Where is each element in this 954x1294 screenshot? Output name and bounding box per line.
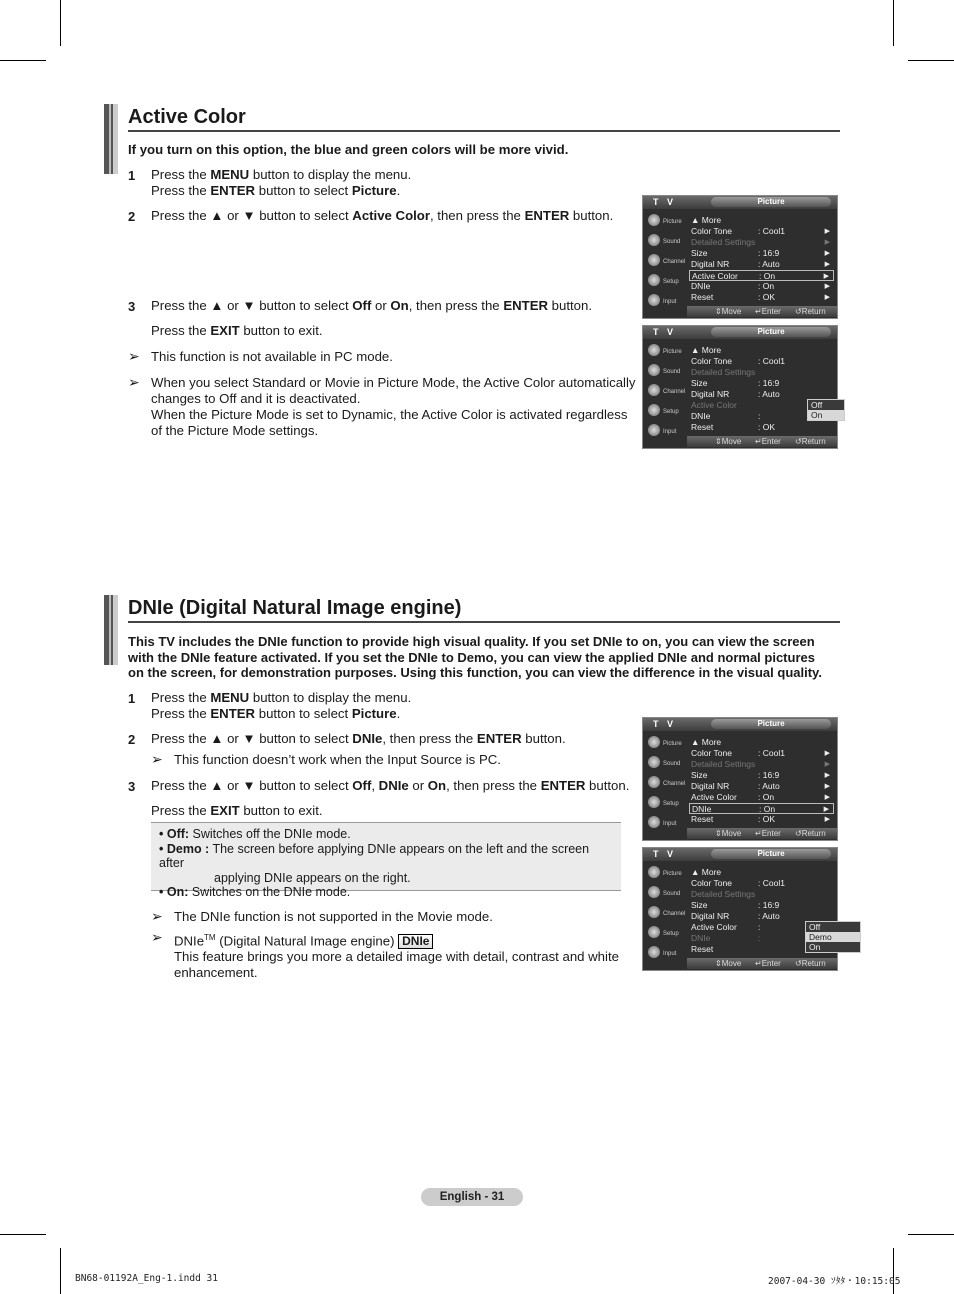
option-off: Off <box>809 922 821 932</box>
osd-tv-label: T V <box>653 197 677 207</box>
input-icon <box>648 294 660 306</box>
picture-icon <box>648 214 660 226</box>
osd-side-label: Input <box>663 299 677 305</box>
sound-icon <box>648 364 660 376</box>
option-on: On <box>809 942 821 952</box>
picture-icon <box>648 344 660 356</box>
osd-row: Reset <box>691 944 714 954</box>
sound-icon <box>648 886 660 898</box>
osd-side-label: Channel <box>663 259 686 265</box>
return-icon: ↺ Return <box>795 307 826 316</box>
osd-side-label: Channel <box>663 389 686 395</box>
osd-row: Size : 16:9 <box>691 900 780 910</box>
note-arrow-icon: ➢ <box>151 929 163 945</box>
note-input-source: This function doesn’t work when the Input Source is PC. <box>174 752 501 767</box>
osd-side-sound <box>645 362 685 381</box>
osd-side-picture <box>645 342 685 361</box>
exit-instruction: Press the EXIT button to exit. <box>151 803 323 818</box>
step-1: Press the MENU button to display the menu. Press the ENTER button to select Picture. <box>151 690 412 721</box>
sound-icon <box>648 234 660 246</box>
osd-option-popup <box>807 399 845 421</box>
osd-screen <box>642 847 838 971</box>
imprint-left: BN68-01192A_Eng-1.indd 31 <box>75 1273 218 1284</box>
osd-side-label: Channel <box>663 781 686 787</box>
crop-mark <box>60 1248 61 1294</box>
osd-row: Color Tone : Cool1 ▶ <box>691 748 830 758</box>
crop-mark <box>0 60 46 61</box>
osd-sidebar <box>645 210 685 306</box>
osd-tab: Picture <box>711 197 831 207</box>
osd-side-label: Picture <box>663 349 682 355</box>
step-2: Press the ▲ or ▼ button to select DNIe, then press the ENTER button. <box>151 731 566 746</box>
osd-footer <box>687 436 837 447</box>
osd-row: Detailed Settings <box>691 367 756 377</box>
osd-side-setup <box>645 402 685 421</box>
move-icon: ⇕ Move <box>715 307 742 316</box>
osd-tab: Picture <box>711 327 831 337</box>
osd-side-sound <box>645 232 685 251</box>
osd-sidebar <box>645 340 685 436</box>
osd-row-more: ▲ More <box>691 867 722 877</box>
osd-sidebar <box>645 732 685 828</box>
crop-mark <box>0 1234 46 1235</box>
osd-side-label: Picture <box>663 741 682 747</box>
osd-row: Size : 16:9 ▶ <box>691 248 830 258</box>
crop-mark <box>893 1248 894 1294</box>
osd-side-label: Channel <box>663 911 686 917</box>
intro-text: This TV includes the DNIe function to provide high visual quality. If you set DNIe to on, you can view the screen with the DNIe feature activated. If you set the DNIe to Demo, you can view the applied DNIe and normal pictures on the screen, for demonstration purposes. Using this function, you can view the difference in the visual quality. <box>128 634 822 680</box>
osd-header <box>643 196 837 209</box>
osd-tv-label: T V <box>653 849 677 859</box>
osd-side-picture <box>645 212 685 231</box>
osd-row-more: ▲ More <box>691 345 722 355</box>
osd-row: Active Color : <box>691 922 761 932</box>
osd-header <box>643 848 837 861</box>
note-arrow-icon: ➢ <box>128 374 140 390</box>
osd-side-label: Input <box>663 951 677 957</box>
osd-side-label: Setup <box>663 801 679 807</box>
option-on: On <box>808 410 844 420</box>
input-icon <box>648 946 660 958</box>
osd-row: Active Color <box>691 400 737 410</box>
step-number: 1 <box>128 691 136 706</box>
osd-row: Active Color : On ▶ <box>691 792 830 802</box>
title-rule <box>128 130 840 132</box>
step-3: Press the ▲ or ▼ button to select Off or On, then press the ENTER button. <box>151 298 593 313</box>
return-icon: ↺ Return <box>795 437 826 446</box>
osd-row: Color Tone : Cool1 <box>691 356 785 366</box>
osd-row: Size : 16:9 <box>691 378 780 388</box>
osd-screen <box>642 195 838 319</box>
options-box: • Off: Switches off the DNIe mode. • Demo : The screen before applying DNIe appears on the left and the screen after applying DNIe appears on the right. • On: Switches on the DNIe mode. <box>151 822 621 891</box>
channel-icon <box>648 776 660 788</box>
osd-side-label: Input <box>663 821 677 827</box>
osd-side-picture <box>645 864 685 883</box>
osd-tv-label: T V <box>653 719 677 729</box>
move-icon: ⇕ Move <box>715 959 742 968</box>
section-bar <box>104 104 118 174</box>
enter-icon: ↵ Enter <box>755 829 781 838</box>
step-number: 1 <box>128 168 136 183</box>
osd-side-input <box>645 814 685 833</box>
step-number: 3 <box>128 299 136 314</box>
step-1: Press the MENU button to display the menu. Press the ENTER button to select Picture. <box>151 167 412 198</box>
osd-row: Digital NR : Auto ▶ <box>691 781 830 791</box>
setup-icon <box>648 926 660 938</box>
osd-side-label: Sound <box>663 761 681 767</box>
osd-row: Digital NR : Auto <box>691 911 780 921</box>
return-icon: ↺ Return <box>795 959 826 968</box>
setup-icon <box>648 274 660 286</box>
picture-icon <box>648 866 660 878</box>
step-2: Press the ▲ or ▼ button to select Active Color, then press the ENTER button. <box>151 208 614 223</box>
osd-row: Digital NR : Auto ▶ <box>691 259 830 269</box>
osd-side-setup <box>645 794 685 813</box>
osd-side-label: Sound <box>663 369 681 375</box>
section-title: Active Color <box>128 106 246 128</box>
osd-side-channel <box>645 382 685 401</box>
osd-side-label: Picture <box>663 219 682 225</box>
osd-side-input <box>645 422 685 441</box>
enter-icon: ↵ Enter <box>755 437 781 446</box>
note-dnie-feature: DNIe™ (Digital Natural Image engine) DNIe This feature brings you more a detailed image with detail, contrast and white enhancement. <box>174 933 619 981</box>
picture-icon <box>648 736 660 748</box>
osd-row: DNIe : On ▶ <box>691 281 830 291</box>
step-3: Press the ▲ or ▼ button to select Off, DNIe or On, then press the ENTER button. <box>151 778 630 793</box>
osd-side-label: Picture <box>663 871 682 877</box>
osd-side-input <box>645 944 685 963</box>
osd-tab: Picture <box>711 719 831 729</box>
osd-row: Detailed Settings ▶ <box>691 759 830 769</box>
osd-side-sound <box>645 754 685 773</box>
osd-side-label: Setup <box>663 279 679 285</box>
osd-row: DNIe : <box>691 933 761 943</box>
note-arrow-icon: ➢ <box>128 348 140 364</box>
channel-icon <box>648 254 660 266</box>
sound-icon <box>648 756 660 768</box>
section-bar <box>104 595 118 665</box>
osd-side-channel <box>645 774 685 793</box>
osd-row-more: ▲ More <box>691 737 722 747</box>
setup-icon <box>648 404 660 416</box>
osd-option-popup <box>805 921 861 953</box>
osd-side-channel <box>645 904 685 923</box>
crop-mark <box>908 60 954 61</box>
osd-row-selected: DNIe : On ▶ <box>689 803 834 814</box>
osd-row: Color Tone : Cool1 ▶ <box>691 226 830 236</box>
osd-row-more: ▲ More <box>691 215 722 225</box>
step-number: 2 <box>128 209 136 224</box>
step-number: 2 <box>128 732 136 747</box>
intro-text: If you turn on this option, the blue and green colors will be more vivid. <box>128 142 569 157</box>
osd-header <box>643 718 837 731</box>
crop-mark <box>908 1234 954 1235</box>
osd-footer <box>687 828 837 839</box>
move-icon: ⇕ Move <box>715 829 742 838</box>
osd-row: Color Tone : Cool1 <box>691 878 785 888</box>
note-arrow-icon: ➢ <box>151 751 163 767</box>
osd-header <box>643 326 837 339</box>
note-pc-mode: This function is not available in PC mode. <box>151 349 393 364</box>
osd-footer <box>687 958 837 969</box>
osd-side-label: Sound <box>663 891 681 897</box>
crop-mark <box>893 0 894 46</box>
channel-icon <box>648 384 660 396</box>
osd-row: Reset : OK ▶ <box>691 814 830 824</box>
osd-side-label: Input <box>663 429 677 435</box>
osd-side-picture <box>645 734 685 753</box>
section-title: DNIe (Digital Natural Image engine) <box>128 597 462 619</box>
channel-icon <box>648 906 660 918</box>
setup-icon <box>648 796 660 808</box>
note-movie-mode: The DNIe function is not supported in the Movie mode. <box>174 909 493 924</box>
imprint-right: 2007-04-30 ｿﾀﾀ・10:15:05 <box>768 1276 901 1287</box>
move-icon: ⇕ Move <box>715 437 742 446</box>
osd-tab: Picture <box>711 849 831 859</box>
osd-side-setup <box>645 924 685 943</box>
note-picture-mode: When you select Standard or Movie in Picture Mode, the Active Color automatically changes to Off and it is deactivated. When the Picture Mode is set to Dynamic, the Active Color is activated regardless of the Picture Mode settings. <box>151 375 636 438</box>
osd-side-label: Setup <box>663 931 679 937</box>
input-icon <box>648 816 660 828</box>
osd-side-channel <box>645 252 685 271</box>
option-demo: Demo <box>806 932 860 942</box>
enter-icon: ↵ Enter <box>755 307 781 316</box>
title-rule <box>128 621 840 623</box>
page-number: English - 31 <box>421 1188 523 1206</box>
osd-row: DNIe : <box>691 411 761 421</box>
osd-tv-label: T V <box>653 327 677 337</box>
return-icon: ↺ Return <box>795 829 826 838</box>
osd-sidebar <box>645 862 685 958</box>
osd-footer <box>687 306 837 317</box>
step-number: 3 <box>128 779 136 794</box>
osd-side-label: Setup <box>663 409 679 415</box>
osd-side-sound <box>645 884 685 903</box>
osd-screen <box>642 717 838 841</box>
osd-row: Reset : OK ▶ <box>691 292 830 302</box>
osd-side-input <box>645 292 685 311</box>
osd-side-setup <box>645 272 685 291</box>
crop-mark <box>60 0 61 46</box>
osd-screen <box>642 325 838 449</box>
note-arrow-icon: ➢ <box>151 908 163 924</box>
osd-row: Detailed Settings ▶ <box>691 237 830 247</box>
option-off: Off <box>811 400 823 410</box>
osd-side-label: Sound <box>663 239 681 245</box>
osd-row: Size : 16:9 ▶ <box>691 770 830 780</box>
osd-row: Reset : OK <box>691 422 776 432</box>
dnie-logo: DNIe <box>398 934 433 949</box>
osd-row-selected: Active Color : On ▶ <box>689 270 834 281</box>
enter-icon: ↵ Enter <box>755 959 781 968</box>
osd-row: Detailed Settings <box>691 889 756 899</box>
input-icon <box>648 424 660 436</box>
osd-row: Digital NR : Auto <box>691 389 780 399</box>
exit-instruction: Press the EXIT button to exit. <box>151 323 323 338</box>
